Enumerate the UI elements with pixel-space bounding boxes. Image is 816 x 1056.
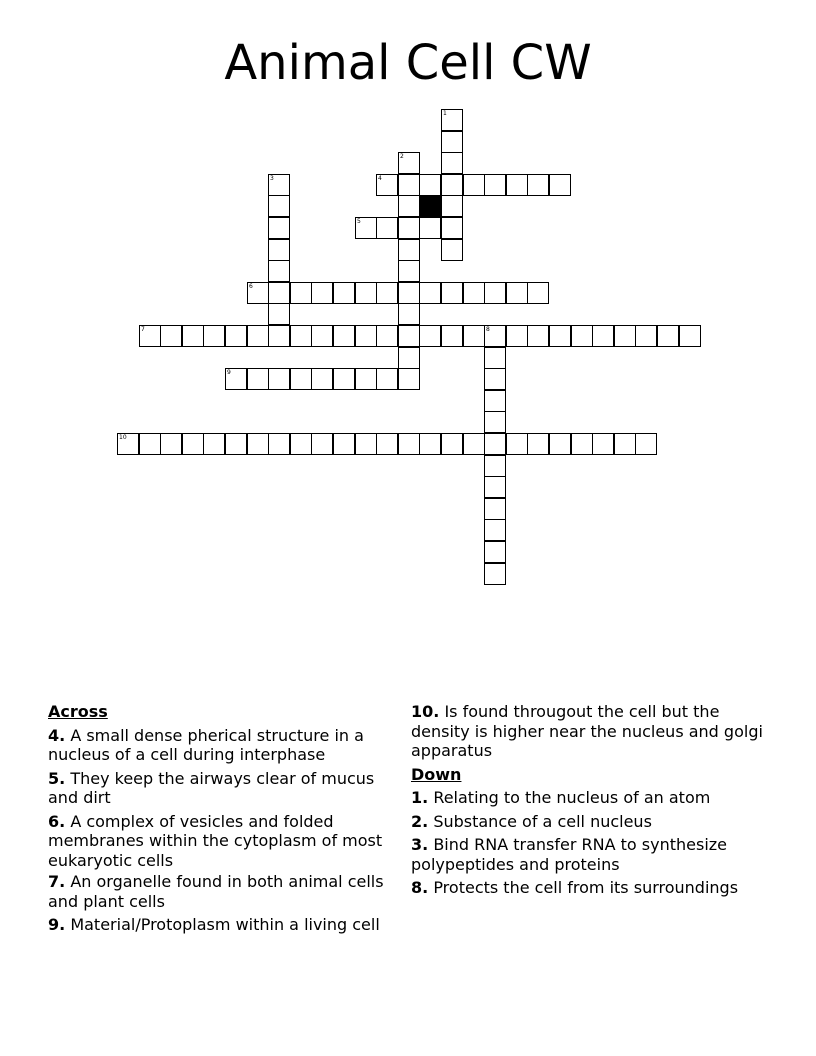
crossword-cell[interactable] (160, 325, 182, 347)
clue-across-7: 7. An organelle found in both animal cells and plant cells (48, 872, 384, 911)
crossword-cell[interactable] (549, 325, 571, 347)
crossword-cell[interactable] (203, 433, 225, 455)
crossword-cell[interactable] (376, 325, 398, 347)
crossword-cell[interactable] (398, 152, 420, 174)
crossword-cell[interactable] (635, 325, 657, 347)
crossword-cell[interactable] (247, 282, 269, 304)
crossword-cell[interactable] (376, 217, 398, 239)
crossword-cell[interactable] (679, 325, 701, 347)
crossword-cell[interactable] (355, 217, 377, 239)
crossword-cell[interactable] (463, 325, 485, 347)
crossword-cell[interactable] (441, 239, 463, 261)
cell-number: 4 (378, 175, 382, 182)
cell-number: 7 (141, 326, 145, 333)
crossword-cell[interactable] (398, 239, 420, 261)
crossword-cell[interactable] (290, 325, 312, 347)
crossword-cell[interactable] (571, 325, 593, 347)
crossword-cell[interactable] (398, 174, 420, 196)
crossword-cell[interactable] (506, 433, 528, 455)
crossword-cell[interactable] (441, 152, 463, 174)
crossword-cell[interactable] (419, 433, 441, 455)
crossword-cell[interactable] (506, 282, 528, 304)
crossword-cell[interactable] (398, 347, 420, 369)
crossword-cell[interactable] (441, 195, 463, 217)
crossword-cell[interactable] (203, 325, 225, 347)
crossword-cell[interactable] (311, 282, 333, 304)
crossword-cell[interactable] (484, 390, 506, 412)
crossword-cell[interactable] (355, 325, 377, 347)
crossword-cell[interactable] (527, 325, 549, 347)
crossword-cell[interactable] (398, 282, 420, 304)
crossword-cell[interactable] (484, 325, 506, 347)
crossword-cell[interactable] (311, 325, 333, 347)
crossword-cell[interactable] (527, 282, 549, 304)
crossword-cell[interactable] (247, 368, 269, 390)
crossword-cell[interactable] (484, 476, 506, 498)
crossword-cell[interactable] (398, 195, 420, 217)
crossword-cell[interactable] (484, 368, 506, 390)
page-title: Animal Cell CW (224, 35, 592, 91)
crossword-cell[interactable] (376, 433, 398, 455)
crossword-cell[interactable] (398, 260, 420, 282)
clue-down-1: 1. Relating to the nucleus of an atom (411, 788, 711, 807)
crossword-cell[interactable] (398, 325, 420, 347)
crossword-cell[interactable] (182, 433, 204, 455)
crossword-cell[interactable] (225, 433, 247, 455)
crossword-cell[interactable] (441, 282, 463, 304)
clue-down-2: 2. Substance of a cell nucleus (411, 811, 652, 831)
cell-number: 2 (400, 153, 404, 160)
crossword-cell[interactable] (355, 282, 377, 304)
crossword-cell[interactable] (376, 174, 398, 196)
crossword-cell[interactable] (333, 325, 355, 347)
crossword-cell[interactable] (355, 368, 377, 390)
clue-down-8: 8. Protects the cell from its surroundings (411, 878, 739, 897)
crossword-cell[interactable] (419, 217, 441, 239)
cell-number: 1 (443, 110, 447, 117)
crossword-cell[interactable] (225, 325, 247, 347)
clue-across-5: 5. They keep the airways clear of mucus and dirt (48, 768, 375, 807)
crossword-cell[interactable] (268, 195, 290, 217)
crossword-cell[interactable] (549, 433, 571, 455)
crossword-cell[interactable] (484, 498, 506, 520)
crossword-cell[interactable] (139, 433, 161, 455)
crossword-cell[interactable] (484, 174, 506, 196)
crossword-cell[interactable] (247, 325, 269, 347)
crossword-cell[interactable] (441, 131, 463, 153)
cell-number: 9 (227, 369, 231, 376)
crossword-cell[interactable] (592, 325, 614, 347)
crossword-cell[interactable] (268, 368, 290, 390)
crossword-cell[interactable] (484, 563, 506, 585)
crossword-cell[interactable] (441, 325, 463, 347)
crossword-cell[interactable] (333, 282, 355, 304)
crossword-cell[interactable] (268, 239, 290, 261)
clues-left-column (48, 702, 393, 939)
crossword-cell[interactable] (376, 282, 398, 304)
crossword-cell[interactable] (268, 433, 290, 455)
crossword-cell[interactable] (268, 303, 290, 325)
crossword-cell[interactable] (592, 433, 614, 455)
cell-number: 6 (249, 283, 253, 290)
cell-number: 5 (357, 218, 361, 225)
crossword-cell[interactable] (484, 347, 506, 369)
crossword-cell[interactable] (398, 433, 420, 455)
clue-across-6: 6. A complex of vesicles and folded membranes within the cytoplasm of most eukaryotic cells (48, 811, 383, 870)
clue-across-4: 4. A small dense pherical structure in a nucleus of a cell during interphase (48, 725, 364, 764)
crossword-cell[interactable] (441, 109, 463, 131)
crossword-cell[interactable] (419, 174, 441, 196)
crossword-cell[interactable] (333, 368, 355, 390)
crossword-cell[interactable] (463, 282, 485, 304)
crossword-cell[interactable] (441, 174, 463, 196)
crossword-cell[interactable] (463, 433, 485, 455)
crossword-cell[interactable] (117, 433, 139, 455)
crossword-cell[interactable] (484, 411, 506, 433)
crossword-cell[interactable] (398, 217, 420, 239)
clue-across-9: 9. Material/Protoplasm within a living cell (48, 915, 380, 934)
crossword-cell[interactable] (160, 433, 182, 455)
across-heading: Across (48, 702, 108, 721)
crossword-cell[interactable] (614, 325, 636, 347)
crossword-cell[interactable] (484, 519, 506, 541)
crossword-cell[interactable] (268, 217, 290, 239)
clues-right-column (411, 702, 771, 902)
crossword-cell[interactable] (635, 433, 657, 455)
crossword-cell[interactable] (571, 433, 593, 455)
crossword-cell[interactable] (463, 174, 485, 196)
crossword-cell[interactable] (182, 325, 204, 347)
crossword-cell[interactable] (419, 325, 441, 347)
clue-across-10: 10. Is found througout the cell but the density is higher near the nucleus and golgi apparatus (411, 702, 763, 760)
crossword-cell[interactable] (419, 282, 441, 304)
crossword-cell[interactable] (398, 368, 420, 390)
crossword-cell[interactable] (247, 433, 269, 455)
crossword-cell[interactable] (506, 325, 528, 347)
crossword-cell[interactable] (225, 368, 247, 390)
crossword-cell[interactable] (290, 282, 312, 304)
crossword-cell[interactable] (527, 174, 549, 196)
crossword-cell[interactable] (441, 433, 463, 455)
crossword-cell[interactable] (657, 325, 679, 347)
crossword-cell[interactable] (484, 433, 506, 455)
cell-number: 8 (486, 326, 490, 333)
cell-number: 10 (119, 434, 127, 441)
down-heading: Down (411, 764, 462, 784)
crossword-cell[interactable] (614, 433, 636, 455)
crossword-cell[interactable] (311, 433, 333, 455)
crossword-cell[interactable] (484, 541, 506, 563)
crossword-cell[interactable] (268, 282, 290, 304)
crossword-cell[interactable] (268, 325, 290, 347)
crossword-cell[interactable] (398, 303, 420, 325)
crossword-cell[interactable] (139, 325, 161, 347)
crossword-cell[interactable] (376, 368, 398, 390)
crossword-cell[interactable] (268, 260, 290, 282)
crossword-cell[interactable] (484, 282, 506, 304)
crossword-cell[interactable] (484, 455, 506, 477)
crossword-cell[interactable] (549, 174, 571, 196)
cell-number: 3 (270, 175, 274, 182)
crossword-cell[interactable] (290, 433, 312, 455)
crossword-cell[interactable] (333, 433, 355, 455)
clue-down-3: 3. Bind RNA transfer RNA to synthesize polypeptides and proteins (411, 835, 727, 874)
crossword-cell[interactable] (311, 368, 333, 390)
crossword-cell[interactable] (506, 174, 528, 196)
black-square (419, 195, 441, 217)
crossword-cell[interactable] (527, 433, 549, 455)
crossword-cell[interactable] (290, 368, 312, 390)
crossword-cell[interactable] (441, 217, 463, 239)
crossword-cell[interactable] (355, 433, 377, 455)
crossword-cell[interactable] (268, 174, 290, 196)
